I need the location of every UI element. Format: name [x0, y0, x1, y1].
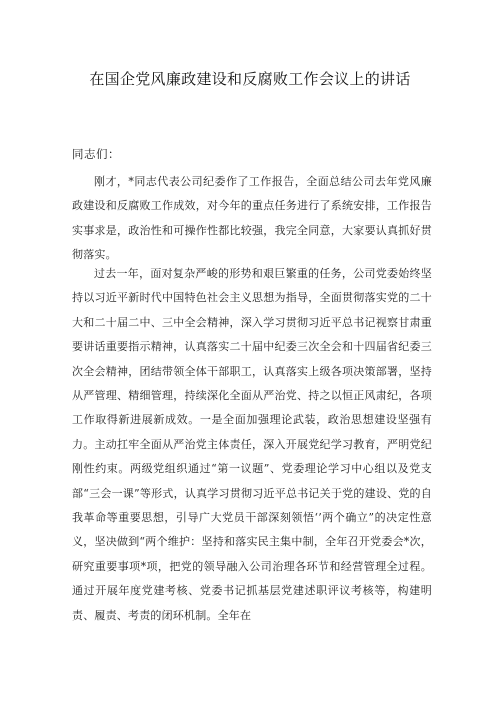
document-title: 在国企党风廉政建设和反腐败工作会议上的讲话	[89, 70, 411, 88]
salutation: 同志们：	[72, 147, 120, 161]
paragraph-opening: 刚才，*同志代表公司纪委作了工作报告，全面总结公司去年党风廉政建设和反腐败工作成效，对今年的重点任务进行了系统安排，工作报告实事求是，政治性和可操作性都比较强，我完全同意，大家要认真抓好贯彻落实。	[72, 175, 432, 262]
paragraph-review: 过去一年，面对复杂严峻的形势和艰巨繁重的任务，公司党委始终坚持以习近平新时代中国特色社会主义思想为指导，全面贯彻落实党的二十大和二十届二中、三中全会精神，深入学习贯彻习近平总书记视察甘肃重要讲话重要指示精神，认真落实二十届中纪委三次全会和十四届省纪委三次全会精神，团结带领全体干部职工，认真落实上级各项决策部署，坚持从严管理、精细管理，持续深化全面从严治党、持之以恒正风肃纪，各项工作取得新进展新成效。一是全面加强理论武装，政治思想建设坚强有力。主动扛牢全面从严治党主体责任，深入开展党纪学习教育，严明党纪刚性约束。两级党组织通过“第一议题”、党委理论学习中心组以及党支部“三会一课”等形式，认真学习贯彻习近平总书记关于党的建设、党的自我革命等重要思想，引导广大党员干部深刻领悟‘’两个确立”的决定性意义，坚决做到“两个维护：坚持和落实民主集中制，全年召开党委会*次，研究重要事项*项，把党的领导融入公司治理各环节和经营管理全过程。通过开展年度党建考核、党委书记抓基层党建述职评议考核等，构建明责、履责、考责的闭环机制。全年在	[72, 267, 432, 622]
